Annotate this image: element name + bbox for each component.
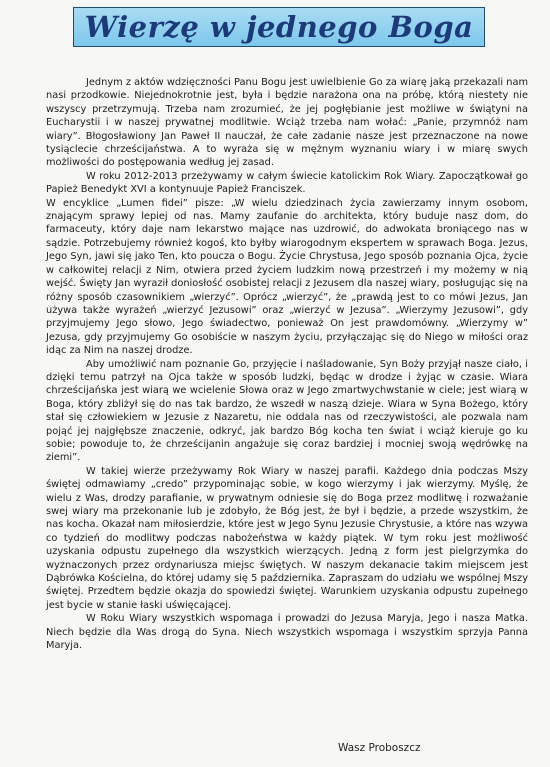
article-text	[46, 76, 528, 652]
paragraph-5: W takiej wierze przeżywamy Rok Wiary w naszej parafii. Każdego dnia podczas Mszy świętej odmawiamy „credo” przypominając sobie, w kogo wierzymy i jak wierzymy. Myślę, że wielu z Was, drodzy parafianie, w prywatnym odniesie się do Boga przez modlitwę i rozważanie swej wiary ma przekonanie lub je zdobyło, że Bóg jest, że był i będzie, a przede wszystkim, że nas kocha. Okazał nam miłosierdzie, które jest w Jego Synu Jezusie Chrystusie, a które nas wzywa co tydzień do modlitwy podczas nabożeństwa w każdy piątek. W tym roku jest możliwość uzyskania odpustu zupełnego dla wszystkich wierzących. Jedną z form jest pielgrzymka do wyznaczonych przez ordynariusza miejsc świętych. W naszym dekanacie takim miejscem jest Dąbrówka Kościelna, do której udamy się 5 października. Zapraszam do udziału we wspólnej Mszy świętej. Przedtem będzie okazja do spowiedzi świętej. Warunkiem uzyskania odpustu zupełnego jest bycie w stanie łaski uświęcającej.	[46, 465, 528, 611]
paragraph-1: Jednym z aktów wdzięczności Panu Bogu jest uwielbienie Go za wiarę jaką przekazali nam nasi przodkowie. Niejednokrotnie jest, była i będzie narażona ona na próbę, którą niestety nie wszyscy przetrzymują. Trzeba nam zrozumieć, że jej pogłębianie jest możliwe w świątyni na Eucharystii i w naszej prywatnej modlitwie. Wciąż trzeba nam wołać: „Panie, przymnóż nam wiary”. Błogosławiony Jan Paweł II nauczał, że całe zadanie nasze jest przeznaczone na nowe tysiąclecie chrześcijaństwa. A to wyraża się w mężnym wyznaniu wiary i w miarę swych możliwości do postępowania według jej zasad.	[46, 77, 528, 169]
title-banner	[73, 7, 485, 47]
paragraph-3: W encyklice „Lumen fidei” pisze: „W wielu dziedzinach życia zawierzamy innym osobom, znającym sprawy lepiej od nas. Mamy zaufanie do architekta, który buduje nasz dom, do farmaceuty, który daje nam lekarstwo mające nas uzdrowić, do adwokata broniącego nas w sądzie. Potrzebujemy również kogoś, kto byłby wiarogodnym ekspertem w sprawach Boga. Jezus, Jego Syn, jawi się jako Ten, kto poucza o Bogu. Życie Chrystusa, Jego sposób poznania Ojca, życie w całkowitej relacji z Nim, otwiera przed życiem ludzkim nową przestrzeń i my możemy w nią wejść. Święty Jan wyraził doniosłość osobistej relacji z Jezusem dla naszej wiary, posługując się na różny sposób czasownikiem „wierzyć”. Oprócz „wierzyć”, że „prawdą jest to co mówi Jezus, Jan używa także wyrażeń „wierzyć Jezusowi” oraz „wierzyć w Jezusa”. „Wierzymy Jezusowi”, gdy przyjmujemy Jego słowo, Jego świadectwo, ponieważ On jest prawdomówny. „Wierzymy w” Jezusa, gdy przyjmujemy Go osobiście w naszym życiu, przyłączając się do Niego w miłości oraz idąc za Nim na naszej drodze.	[46, 197, 528, 357]
page-title: Wierzę w jednego Boga	[84, 10, 474, 44]
signature: Wasz Proboszcz	[338, 742, 421, 754]
article-body	[46, 76, 528, 652]
paragraph-6: W Roku Wiary wszystkich wspomaga i prowadzi do Jezusa Maryja, Jego i nasza Matka. Niech będzie dla Was drogą do Syna. Niech wszystkich wspomaga i wszystkim sprzyja Panna Maryja.	[46, 613, 528, 652]
paragraph-4: Aby umożliwić nam poznanie Go, przyjęcie i naśladowanie, Syn Boży przyjął nasze ciało, i dzięki temu patrzył na Ojca także w sposób ludzki, będąc w drodze i żyjąc w czasie. Wiara chrześcijańska jest wiarą we wcielenie Słowa oraz w Jego zmartwychwstanie w ciele; jest wiarą w Boga, który zbliżył się do nas tak bardzo, że wszedł w naszą dzieje. Wiara w Syna Bożego, który stał się człowiekiem w Jezusie z Nazaretu, nie oddala nas od rzeczywistości, ale pozwala nam pojąć jej najgłębsze znaczenie, odkryć, jak bardzo Bóg kocha ten świat i wciąż kieruje go ku sobie; powoduje to, że chrześcijanin angażuje się coraz bardziej i mocniej swoją wędrówkę na ziemi”.	[46, 358, 528, 464]
paragraph-2: W roku 2012-2013 przeżywamy w całym świecie katolickim Rok Wiary. Zapoczątkował go Papież Benedykt XVI a kontynuuje Papież Franciszek.	[46, 170, 528, 196]
